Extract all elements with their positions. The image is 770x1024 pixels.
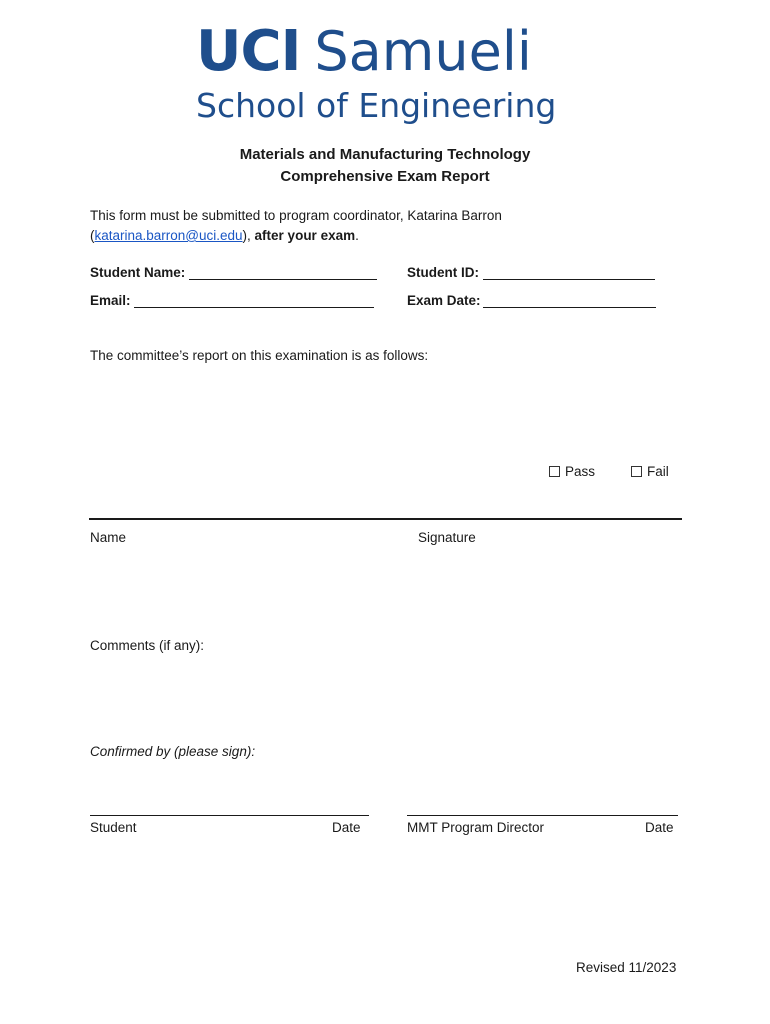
- student-label: Student: [90, 820, 137, 835]
- pass-checkbox[interactable]: [549, 466, 560, 477]
- form-subtitle: Comprehensive Exam Report: [280, 168, 490, 185]
- email-label: Email:: [90, 293, 131, 308]
- logo-uci: UCI: [196, 19, 301, 84]
- student-id-label: Student ID:: [407, 265, 479, 280]
- director-signature-line[interactable]: [407, 815, 678, 816]
- signature-divider: [89, 518, 682, 520]
- comments-label: Comments (if any):: [90, 638, 205, 653]
- pass-label: Pass: [565, 464, 596, 479]
- student-id-field[interactable]: [483, 279, 655, 280]
- revised-date: Revised 11/2023: [576, 960, 677, 975]
- intro-open-paren: (: [90, 228, 95, 243]
- signature-label: Signature: [418, 530, 476, 545]
- exam-date-field[interactable]: [483, 307, 656, 308]
- intro-period: .: [355, 228, 359, 243]
- email-field[interactable]: [134, 307, 374, 308]
- director-label: MMT Program Director: [407, 820, 545, 835]
- fail-label: Fail: [647, 464, 669, 479]
- intro-bold-text: after your exam: [254, 228, 356, 243]
- intro-line-2: [90, 226, 359, 246]
- student-date-label: Date: [332, 820, 361, 835]
- pass-option[interactable]: [549, 462, 595, 482]
- fail-checkbox[interactable]: [631, 466, 642, 477]
- intro-line-1: This form must be submitted to program coordinator, Katarina Barron: [90, 208, 502, 223]
- student-name-field[interactable]: [189, 279, 377, 280]
- logo-samueli: Samueli: [314, 20, 532, 83]
- intro-after-email: ),: [242, 228, 255, 243]
- logo-school-of-engineering: School of Engineering: [196, 86, 557, 125]
- committee-report-text: The committee’s report on this examination is as follows:: [90, 348, 429, 363]
- exam-date-label: Exam Date:: [407, 293, 481, 308]
- name-label: Name: [90, 530, 127, 545]
- logo: [196, 19, 532, 84]
- student-name-label: Student Name:: [90, 265, 186, 280]
- student-signature-line[interactable]: [90, 815, 369, 816]
- fail-option[interactable]: [631, 462, 669, 482]
- coordinator-email-link[interactable]: katarina.barron@uci.edu: [94, 228, 243, 243]
- director-date-label: Date: [645, 820, 674, 835]
- confirmed-by-label: Confirmed by (please sign):: [90, 744, 256, 759]
- form-title: Materials and Manufacturing Technology: [239, 146, 531, 163]
